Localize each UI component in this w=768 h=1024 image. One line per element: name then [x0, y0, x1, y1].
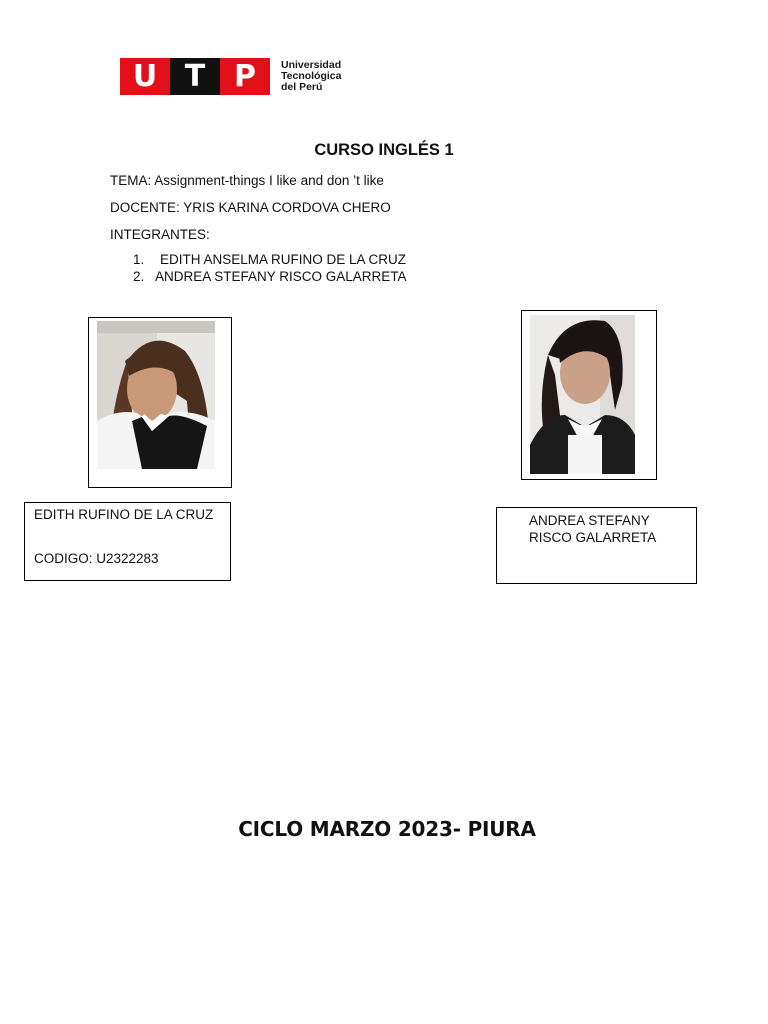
student-code: CODIGO: U2322283 [34, 551, 159, 566]
caption-box-edith [24, 502, 231, 581]
course-title: CURSO INGLÉS 1 [314, 141, 454, 159]
utp-logo [120, 58, 341, 95]
logo-wordmark: Universidad Tecnológica del Perú [281, 59, 342, 93]
list-item [133, 252, 407, 269]
members-list [133, 252, 407, 285]
photo-edith [97, 321, 215, 469]
student-name: ANDREA STEFANY RISCO GALARRETA [529, 513, 657, 545]
integrantes-label: INTEGRANTES: [110, 227, 210, 242]
photo-frame-andrea [521, 310, 657, 480]
photo-frame-edith [88, 317, 232, 488]
photo-andrea [530, 315, 635, 474]
tema-line: TEMA: Assignment-things I like and don ’t like [110, 173, 384, 188]
list-number: 1. [133, 252, 145, 267]
logo-letter-t: T [170, 58, 220, 95]
logo-letter-p: P [220, 58, 270, 95]
logo-letter-u: U [120, 58, 170, 95]
cycle-footer: CICLO MARZO 2023- PIURA [238, 817, 536, 841]
docente-line: DOCENTE: YRIS KARINA CORDOVA CHERO [110, 200, 391, 215]
list-item [133, 269, 407, 286]
caption-box-andrea [496, 507, 697, 584]
member-name: ANDREA STEFANY RISCO GALARRETA [155, 268, 407, 284]
list-number: 2. [133, 268, 145, 284]
member-name: EDITH ANSELMA RUFINO DE LA CRUZ [160, 252, 407, 267]
student-name: EDITH RUFINO DE LA CRUZ [34, 507, 214, 522]
